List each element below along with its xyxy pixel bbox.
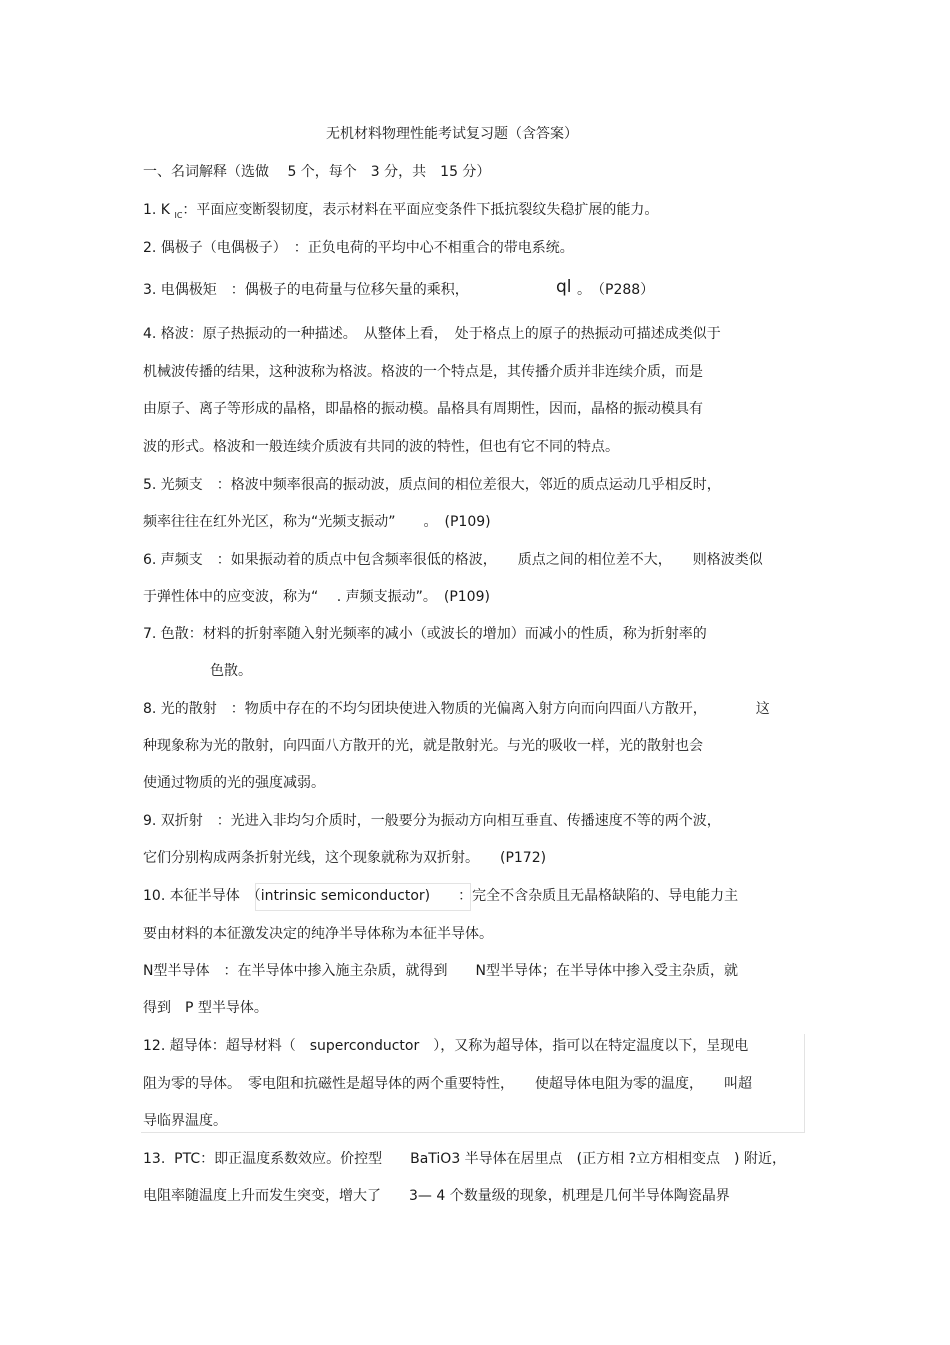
term-3-formula: ql (556, 277, 572, 297)
term-6-line-2: 于弹性体中的应变波，称为“ . 声频支振动”。 (P109) (143, 589, 490, 605)
term-3-page-ref: 。 （P288） (577, 282, 655, 298)
term-5-line-1: 5. 光频支 ：格波中频率很高的振动波，质点间的相位差很大，邻近的质点运动几乎相反时， (143, 477, 721, 493)
term-11-line-2: 得到 P 型半导体。 (143, 1000, 268, 1016)
term-12-line-3: 导临界温度。 (143, 1113, 227, 1129)
term-5-line-2: 频率往往在红外光区，称为“光频支振动” 。 (P109) (143, 514, 491, 530)
page-title: 无机材料物理性能考试复习题（含答案） (326, 126, 578, 142)
term-12-line-2: 阻为零的导体。 零电阻和抗磁性是超导体的两个重要特性， 使超导体电阻为零的温度， 叫超 (143, 1076, 752, 1092)
term-8-line-3: 使通过物质的光的强度减弱。 (143, 775, 325, 791)
term-10-line-2: 要由材料的本征激发决定的纯净半导体称为本征半导体。 (143, 926, 493, 942)
term-11-line-1: N型半导体 ：在半导体中掺入施主杂质，就得到 N型半导体；在半导体中掺入受主杂质，就 (143, 963, 738, 979)
term-3-text: 3. 电偶极矩 ：偶极子的电荷量与位移矢量的乘积， (143, 282, 469, 298)
term-4-line-2: 机械波传播的结果，这种波称为格波。格波的一个特点是，其传播介质并非连续介质，而是 (143, 364, 703, 380)
term-9-line-2: 它们分别构成两条折射光线，这个现象就称为双折射。 (P172) (143, 850, 547, 866)
term-10-line-1: 10. 本征半导体 （intrinsic semiconductor) ：完全不含杂质且无晶格缺陷的、导电能力主 (143, 888, 739, 904)
term-3-dipole-moment (143, 277, 655, 300)
term-4-line-1: 4. 格波：原子热振动的一种描述。 从整体上看， 处于格点上的原子的热振动可描述成类似于 (143, 326, 721, 342)
term-1-kic (143, 200, 658, 226)
term-7-line-2: 色散。 (210, 663, 252, 679)
term-1-label: 1. K (143, 202, 175, 218)
term-13-line-1: 13. PTC：即正温度系数效应。价控型 BaTiO3 半导体在居里点 (正方相 ?立方相相变点 ) 附近， (143, 1151, 786, 1167)
term-8-line-1: 8. 光的散射 ：物质中存在的不均匀团块使进入物质的光偏离入射方向而向四面八方散开， 这 (143, 701, 770, 717)
term-9-line-1: 9. 双折射 ：光进入非均匀介质时，一般要分为振动方向相互垂直、传播速度不等的两个波， (143, 813, 721, 829)
term-13-line-2: 电阻率随温度上升而发生突变，增大了 3— 4 个数量级的现象，机理是几何半导体陶瓷晶界 (143, 1188, 730, 1204)
term-8-line-2: 种现象称为光的散射，向四面八方散开的光，就是散射光。与光的吸收一样，光的散射也会 (143, 738, 703, 754)
term-6-line-1: 6. 声频支 ：如果振动着的质点中包含频率很低的格波， 质点之间的相位差不大， 则格波类似 (143, 552, 763, 568)
term-4-line-3: 由原子、离子等形成的晶格，即晶格的振动模。晶格具有周期性，因而，晶格的振动模具有 (143, 401, 703, 417)
term-1-definition: ：平面应变断裂韧度，表示材料在平面应变条件下抵抗裂纹失稳扩展的能力。 (182, 202, 659, 218)
section-heading: 一、名词解释（选做 5 个，每个 3 分，共 15 分） (143, 164, 491, 180)
term-1-subscript: IC (174, 210, 183, 220)
term-2-dipole: 2. 偶极子（电偶极子） ：正负电荷的平均中心不相重合的带电系统。 (143, 240, 574, 256)
term-4-line-4: 波的形式。格波和一般连续介质波有共同的波的特性，但也有它不同的特点。 (143, 439, 619, 455)
term-7-line-1: 7. 色散：材料的折射率随入射光频率的减小（或波长的增加）而减小的性质，称为折射率的 (143, 626, 707, 642)
term-12-line-1: 12. 超导体：超导材料（ superconductor ），又称为超导体，指可以在特定温度以下，呈现电 (143, 1038, 749, 1054)
